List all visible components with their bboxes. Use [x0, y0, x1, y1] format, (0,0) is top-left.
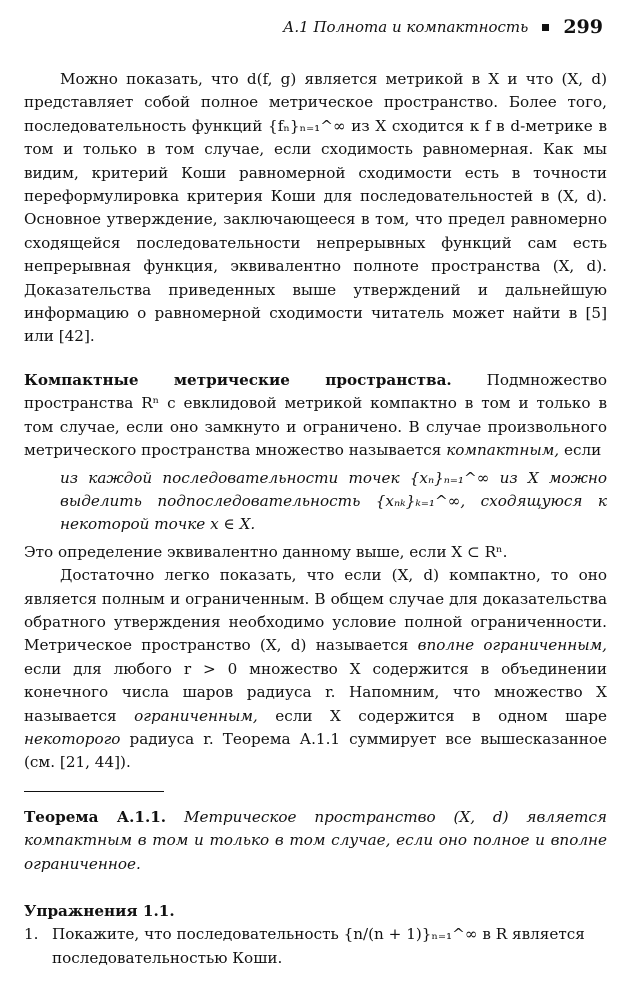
header-bullet-icon: [542, 24, 549, 31]
exercise-number: 1.: [24, 925, 39, 944]
term-bounded: ограниченным,: [134, 706, 258, 725]
exercises-heading: Упражнения 1.1.: [24, 902, 175, 920]
paragraph-compact-spaces: [24, 369, 607, 463]
theorem-rule: [24, 791, 164, 792]
definition-compactness: из каждой последовательности точек {xₙ}ₙ₌₁^∞ из X можно выделить подпоследовательность {xₙₖ}ₖ₌₁^∞, сходящуюся к некоторой точке x ∈ X.: [60, 468, 607, 534]
compact-text-b: если: [563, 441, 602, 460]
term-some: некоторого: [24, 729, 121, 748]
para3-text-a: Достаточно легко показать, что если (X, d) компактно, то оно является полным и ограниченным. В общем случае для доказательства обратного утверждения необходимо условие полной ограниченности. Метрическое пространство (X, d) называется: [24, 566, 607, 655]
running-head: А.1 Полнота и компактность: [283, 18, 529, 36]
para3-text-d: радиуса r. Теорема А.1.1 суммирует все вышесказанное (см. [21, 44]).: [24, 729, 608, 772]
para3-text-b: если для любого r > 0 множество X содержится в объединении конечного числа шаров радиуса r. Напомним, что множество X называется: [24, 659, 607, 725]
compact-text-a: Подмножество пространства Rⁿ с евклидовой метрикой компактно в том и только в том случае, если оно замкнуто и ограничено. В случае произвольного метрического пространства множество называется: [24, 370, 607, 460]
page-number: 299: [563, 16, 603, 38]
exercise-item: [24, 923, 607, 970]
exercise-text: Покажите, что последовательность {n/(n + 1)}ₙ₌₁^∞ в R является последовательностью Коши.: [52, 925, 585, 967]
theorem-label: Теорема А.1.1.: [24, 807, 167, 826]
page-header: [283, 14, 603, 40]
page-body: [24, 68, 607, 970]
para3-text-c: если X содержится в одном шаре: [275, 706, 607, 725]
term-compact: компактным,: [446, 441, 560, 460]
term-totally-bounded: вполне ограниченным,: [417, 636, 608, 655]
paragraph-total-boundedness: [24, 564, 607, 775]
theorem-statement: Метрическое пространство (X, d) является компактным в том и только в том случае, если оно полное и вполне ограниченное.: [24, 807, 607, 873]
theorem: [24, 806, 607, 876]
section-heading-compact: Компактные метрические пространства.: [24, 370, 452, 389]
paragraph-completeness: Можно показать, что d(f, g) является метрикой в X и что (X, d) представляет собой полное метрическое пространство. Более того, последовательность функций {fₙ}ₙ₌₁^∞ из X сходится к f в d-метрике в том и только в том случае, если сходимость равномерная. Как мы видим, критерий Коши равномерной сходимости есть в точности переформулировка критерия Коши для последовательностей в (X, d). Основное утверждение, заключающееся в том, что предел равномерно сходящейся последовательности непрерывных функций сам есть непрерывная функция, эквивалентно полноте пространства (X, d). Доказательства приведенных выше утверждений и дальнейшую информацию о равномерной сходимости читатель может найти в [5] или [42].: [24, 70, 607, 346]
section-gap: [24, 349, 607, 369]
paragraph-equivalence: Это определение эквивалентно данному выше, если X ⊂ Rⁿ.: [24, 542, 508, 561]
